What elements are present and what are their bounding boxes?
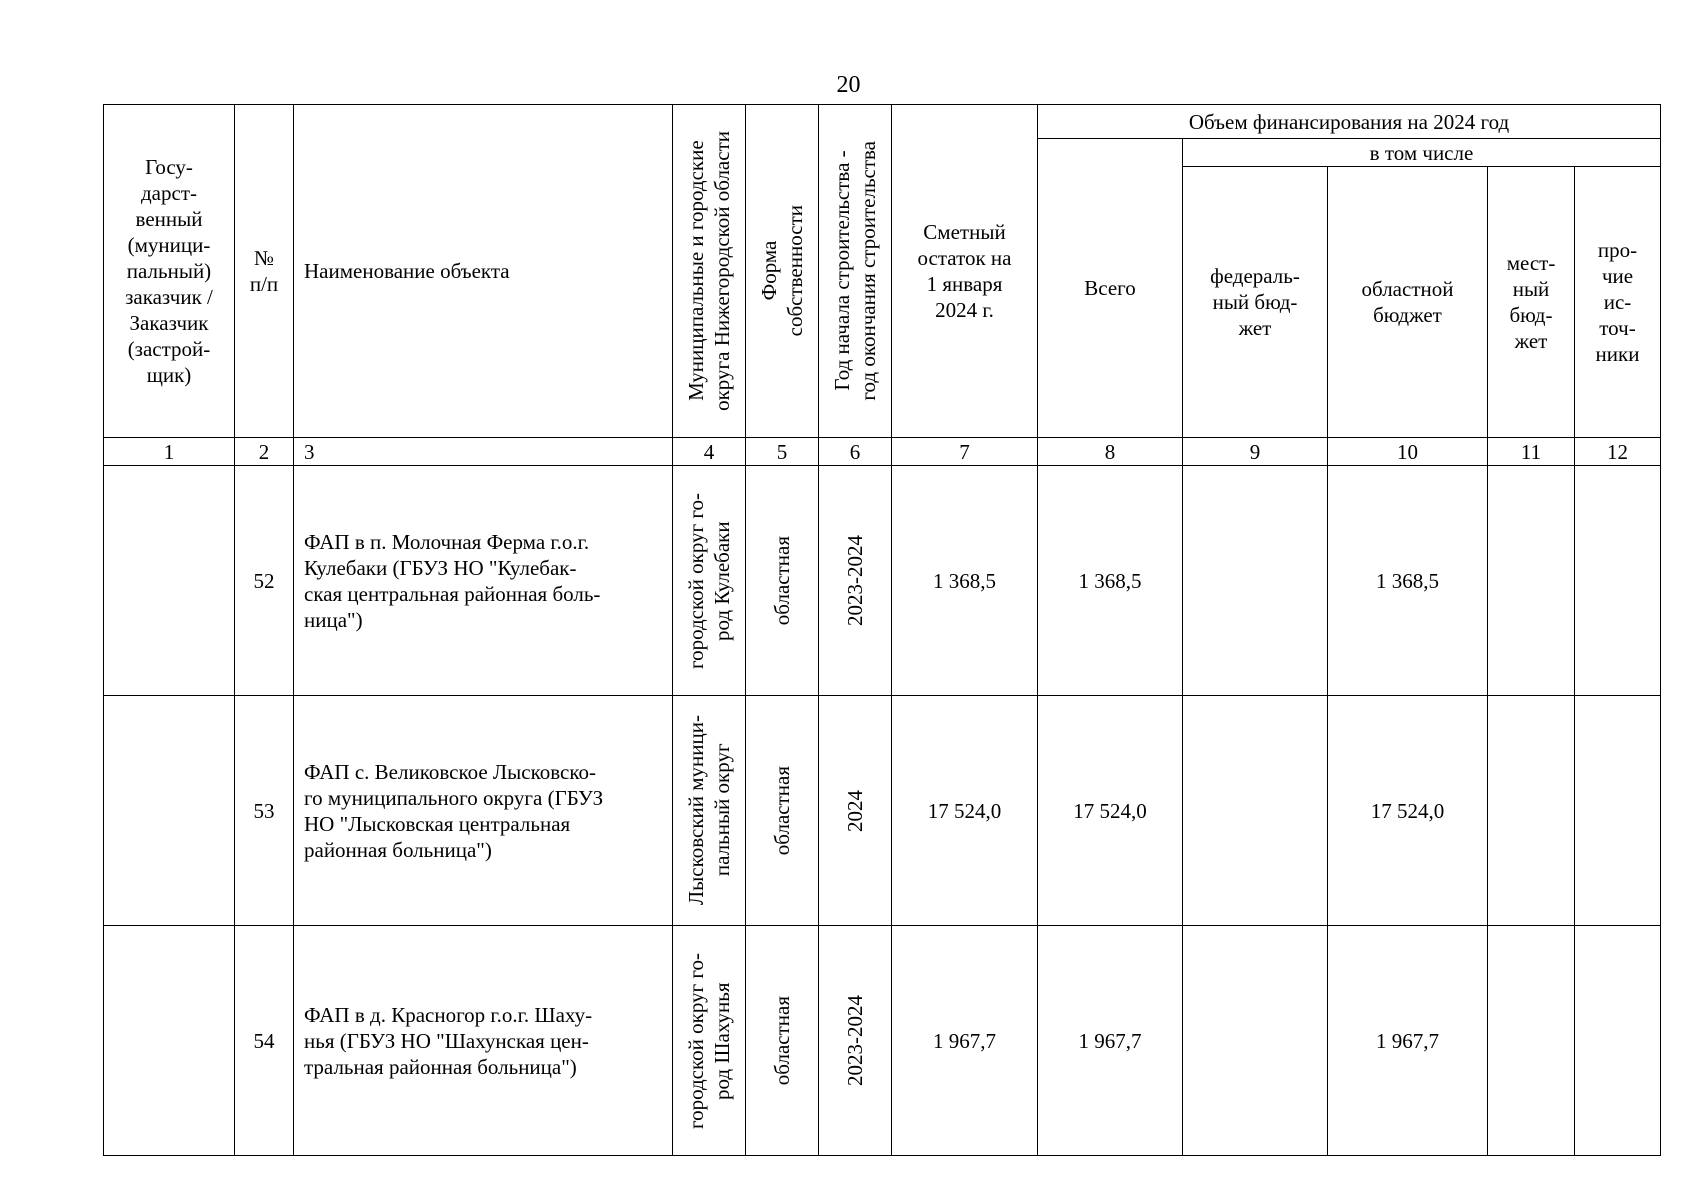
cell-ownership xyxy=(746,466,819,696)
cell-object-name: ФАП в п. Молочная Ферма г.о.г. Кулебаки (ГБУЗ НО "Кулебак- ская центральная районная боль- ница") xyxy=(294,466,673,696)
cell-total: 17 524,0 xyxy=(1038,696,1183,926)
cell-other xyxy=(1575,926,1661,1156)
cell-federal xyxy=(1183,466,1328,696)
cell-total: 1 967,7 xyxy=(1038,926,1183,1156)
table-row xyxy=(104,696,1661,926)
column-number: 2 xyxy=(235,438,294,466)
cell-other xyxy=(1575,696,1661,926)
cell-municipality xyxy=(673,696,746,926)
cell-years xyxy=(819,466,892,696)
header-number: № п/п xyxy=(235,105,294,438)
cell-ownership-text: областная xyxy=(770,995,794,1086)
header-local: мест- ный бюд- жет xyxy=(1488,167,1575,438)
column-number: 9 xyxy=(1183,438,1328,466)
header-regional: областной бюджет xyxy=(1328,167,1488,438)
column-number: 5 xyxy=(746,438,819,466)
cell-ownership xyxy=(746,696,819,926)
table-row xyxy=(104,466,1661,696)
header-ownership-text: Форма собственности xyxy=(757,205,807,337)
page-number: 20 xyxy=(836,72,861,98)
cell-years-text: 2023-2024 xyxy=(843,995,867,1086)
cell-other xyxy=(1575,466,1661,696)
cell-regional: 17 524,0 xyxy=(1328,696,1488,926)
column-number: 11 xyxy=(1488,438,1575,466)
header-other: про- чие ис- точ- ники xyxy=(1575,167,1661,438)
cell-customer xyxy=(104,926,235,1156)
cell-local xyxy=(1488,696,1575,926)
financing-table xyxy=(103,104,1661,1156)
cell-estimate-balance: 1 368,5 xyxy=(892,466,1038,696)
cell-ownership-text: областная xyxy=(770,535,794,626)
cell-federal xyxy=(1183,696,1328,926)
cell-local xyxy=(1488,926,1575,1156)
header-years xyxy=(819,105,892,438)
header-including: в том числе xyxy=(1183,139,1661,167)
column-number: 12 xyxy=(1575,438,1661,466)
cell-municipality-text: городской округ го- род Шахунья xyxy=(684,952,734,1129)
cell-municipality-text: Лысковский муници- пальный округ xyxy=(684,715,734,906)
header-federal: федераль- ный бюд- жет xyxy=(1183,167,1328,438)
cell-regional: 1 967,7 xyxy=(1328,926,1488,1156)
table-row xyxy=(104,926,1661,1156)
cell-number: 52 xyxy=(235,466,294,696)
cell-regional: 1 368,5 xyxy=(1328,466,1488,696)
cell-object-name: ФАП с. Великовское Лысковско- го муниципального округа (ГБУЗ НО "Лысковская центральная районная больница") xyxy=(294,696,673,926)
cell-ownership-text: областная xyxy=(770,765,794,856)
cell-customer xyxy=(104,696,235,926)
header-estimate-balance: Сметный остаток на 1 января 2024 г. xyxy=(892,105,1038,438)
cell-local xyxy=(1488,466,1575,696)
column-number: 7 xyxy=(892,438,1038,466)
column-number: 1 xyxy=(104,438,235,466)
column-number: 6 xyxy=(819,438,892,466)
header-municipality-text: Муниципальные и городские округа Нижегородской области xyxy=(684,131,734,411)
cell-ownership xyxy=(746,926,819,1156)
cell-object-name: ФАП в д. Красногор г.о.г. Шаху- нья (ГБУЗ НО "Шахунская цен- тральная районная больница") xyxy=(294,926,673,1156)
cell-total: 1 368,5 xyxy=(1038,466,1183,696)
cell-municipality xyxy=(673,926,746,1156)
column-number-row xyxy=(104,438,1661,466)
cell-years-text: 2024 xyxy=(843,789,867,832)
cell-years xyxy=(819,926,892,1156)
column-number: 4 xyxy=(673,438,746,466)
cell-estimate-balance: 1 967,7 xyxy=(892,926,1038,1156)
header-customer: Госу- дарст- венный (муници- пальный) заказчик / Заказчик (застрой- щик) xyxy=(104,105,235,438)
column-number: 3 xyxy=(294,438,673,466)
header-municipality xyxy=(673,105,746,438)
cell-municipality-text: городской округ го- род Кулебаки xyxy=(684,492,734,669)
cell-customer xyxy=(104,466,235,696)
header-funding-group: Объем финансирования на 2024 год xyxy=(1038,105,1661,139)
header-ownership xyxy=(746,105,819,438)
column-number: 10 xyxy=(1328,438,1488,466)
header-object-name: Наименование объекта xyxy=(294,105,673,438)
cell-years xyxy=(819,696,892,926)
cell-federal xyxy=(1183,926,1328,1156)
cell-years-text: 2023-2024 xyxy=(843,535,867,626)
header-years-text: Год начала строительства - год окончания строительства xyxy=(830,141,880,401)
cell-number: 53 xyxy=(235,696,294,926)
cell-estimate-balance: 17 524,0 xyxy=(892,696,1038,926)
column-number: 8 xyxy=(1038,438,1183,466)
cell-number: 54 xyxy=(235,926,294,1156)
cell-municipality xyxy=(673,466,746,696)
header-total: Всего xyxy=(1038,139,1183,438)
